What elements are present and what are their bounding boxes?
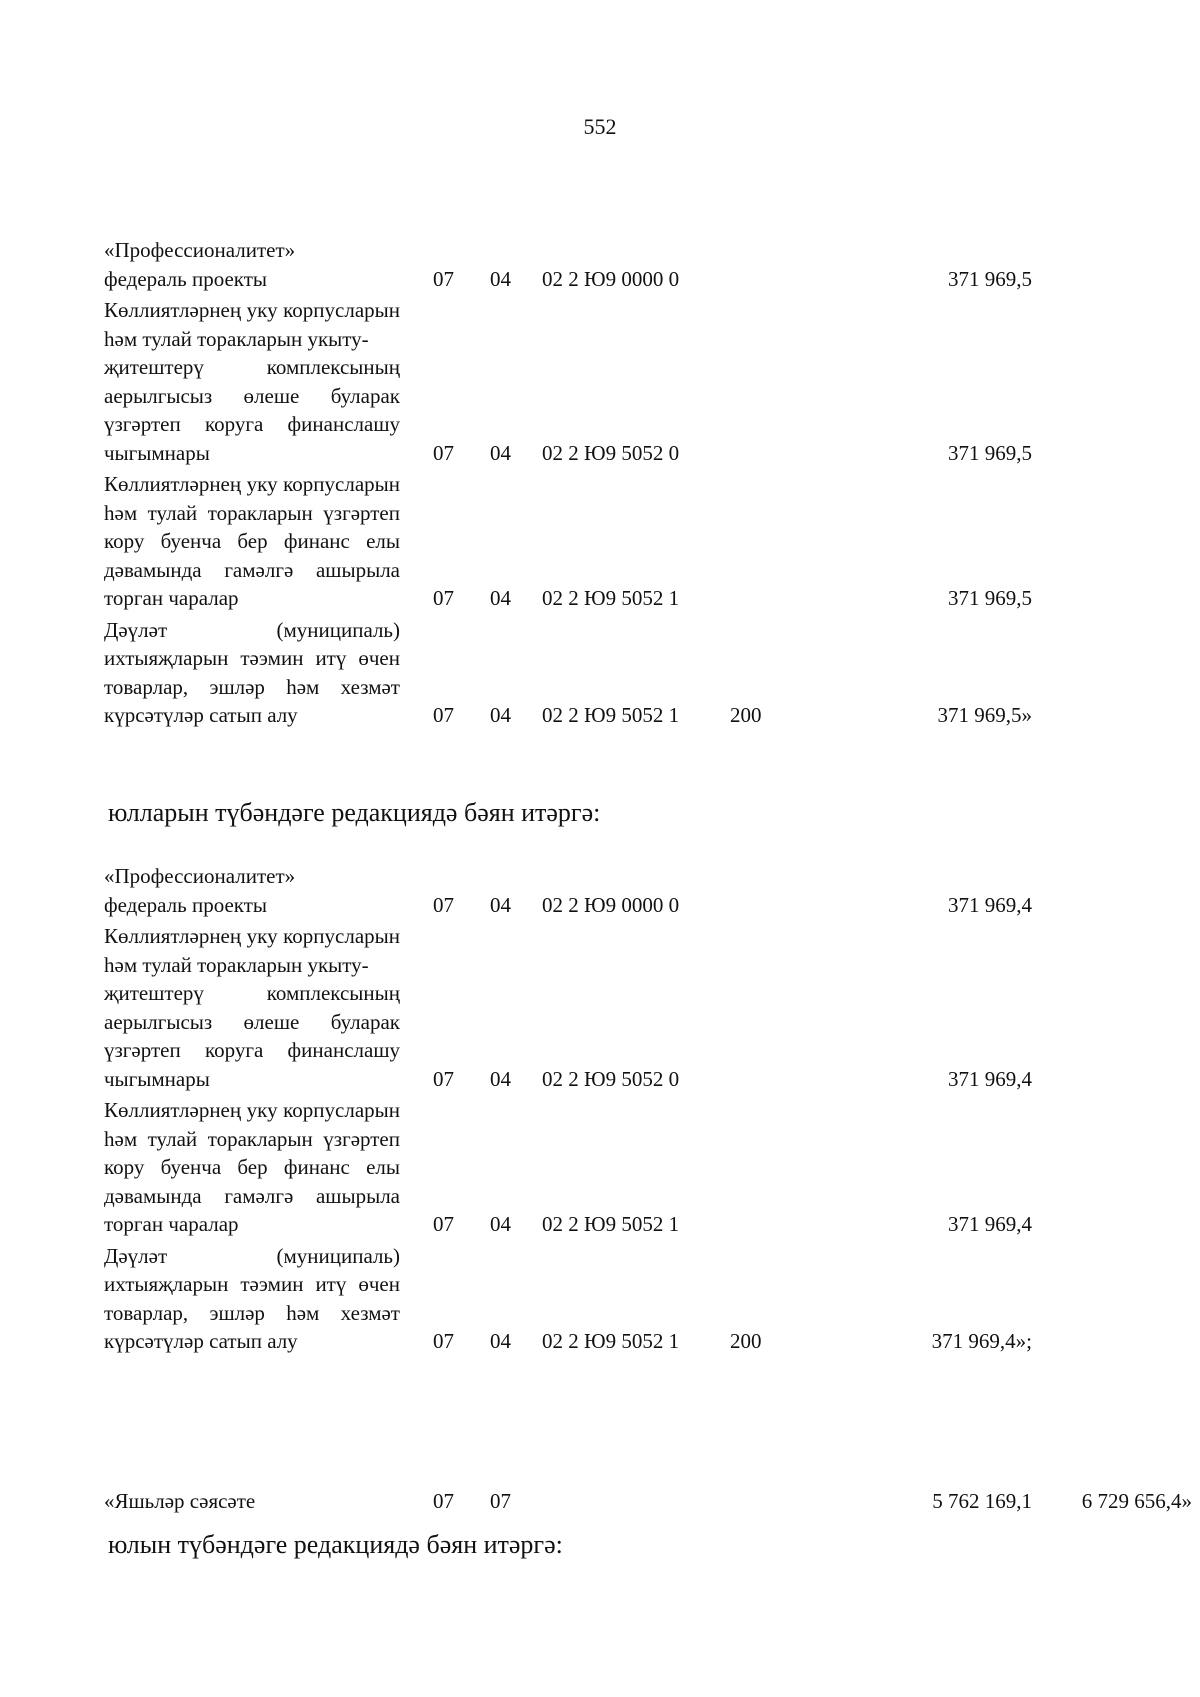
target-article-code: 02 2 Ю9 5052 1 [542, 1329, 680, 1353]
amount-year-1: 371 969,5 [948, 440, 1032, 465]
amount-year-1: 371 969,4»; [931, 1329, 1032, 1353]
section-code: 07 [433, 1212, 454, 1236]
budget-table-revised [104, 862, 1104, 1356]
amount-year-1: 371 969,4 [948, 1066, 1032, 1091]
row-name: «Профессионалитет» федераль проекты [104, 238, 296, 291]
row-name: Көллиятләрнең уку корпусларын һәм тулай торакларын укыту- җитештерү комплексының аерылгысыз өлеше буларак үзгәртеп коруга финанслашу чыгымнары [104, 924, 400, 1091]
page-number: 552 [583, 114, 617, 139]
target-article-code: 02 2 Ю9 0000 0 [542, 892, 680, 917]
amount-year-1: 371 969,4 [948, 892, 1032, 917]
section-code: 07 [433, 892, 454, 917]
table-row [104, 470, 1104, 613]
budget-table-youth-policy [104, 1487, 1192, 1516]
section-code: 07 [433, 1066, 454, 1091]
row-name: Дәүләт (муниципаль) ихтыяҗларын тәэмин итү өчен товарлар, эшләр һәм хезмәт күрсәтүләр сатып алу [104, 1243, 400, 1353]
row-name: Көллиятләрнең уку корпусларын һәм тулай торакларын үзгәртеп кору буенча бер финанс елы дәвамында гамәлгә ашырыла торган чаралар [104, 472, 400, 610]
row-name: Көллиятләрнең уку корпусларын һәм тулай торакларын үзгәртеп кору буенча бер финанс елы дәвамында гамәлгә ашырыла торган чаралар [104, 1098, 400, 1236]
target-article-code: 02 2 Ю9 5052 0 [542, 440, 680, 465]
budget-table-original [104, 236, 1104, 730]
row-name: «Профессионалитет» федераль проекты [104, 864, 296, 917]
section-code: 07 [433, 1489, 454, 1513]
subsection-code: 04 [490, 1212, 511, 1236]
table-row [104, 862, 1104, 919]
subsection-code: 04 [490, 586, 511, 610]
row-name: Дәүләт (муниципаль) ихтыяҗларын тәэмин итү өчен товарлар, эшләр һәм хезмәт күрсәтүләр сатып алу [104, 617, 400, 727]
target-article-code: 02 2 Ю9 0000 0 [542, 266, 680, 291]
table-row [104, 236, 1104, 293]
subsection-code: 04 [490, 892, 511, 917]
expense-type-code: 200 [730, 703, 762, 727]
table-row [104, 616, 1104, 730]
subsection-code: 04 [490, 440, 511, 465]
section-code: 07 [433, 266, 454, 291]
table-row [104, 1487, 1192, 1516]
row-name: Көллиятләрнең уку корпусларын һәм тулай торакларын укыту- җитештерү комплексының аерылгысыз өлеше буларак үзгәртеп коруга финанслашу чыгымнары [104, 298, 400, 465]
amount-year-1: 371 969,5 [948, 266, 1032, 291]
section-code: 07 [433, 703, 454, 727]
table-row [104, 922, 1104, 1093]
amount-year-1: 5 762 169,1 [932, 1489, 1032, 1513]
target-article-code: 02 2 Ю9 5052 1 [542, 1212, 680, 1236]
target-article-code: 02 2 Ю9 5052 1 [542, 586, 680, 610]
amount-year-1: 371 969,4 [948, 1212, 1032, 1236]
target-article-code: 02 2 Ю9 5052 1 [542, 703, 680, 727]
amount-year-1: 371 969,5 [948, 586, 1032, 610]
section-code: 07 [433, 1329, 454, 1353]
target-article-code: 02 2 Ю9 5052 0 [542, 1066, 680, 1091]
table-row [104, 1242, 1104, 1356]
subsection-code: 04 [490, 1066, 511, 1091]
subsection-code: 04 [490, 703, 511, 727]
subsection-code: 07 [490, 1489, 511, 1513]
expense-type-code: 200 [730, 1329, 762, 1353]
section-code: 07 [433, 440, 454, 465]
row-name: «Яшьләр сәясәте [104, 1489, 256, 1513]
instruction-text: юлларын түбәндәге редакциядә бәян итәргә: [108, 798, 601, 827]
amount-year-1: 371 969,5» [937, 703, 1032, 727]
subsection-code: 04 [490, 1329, 511, 1353]
subsection-code: 04 [490, 266, 511, 291]
table-row [104, 296, 1104, 467]
section-code: 07 [433, 586, 454, 610]
table-row [104, 1096, 1104, 1239]
instruction-text: юлын түбәндәге редакциядә бәян итәргә: [108, 1530, 563, 1559]
amount-year-2: 6 729 656,4» [1081, 1489, 1192, 1513]
